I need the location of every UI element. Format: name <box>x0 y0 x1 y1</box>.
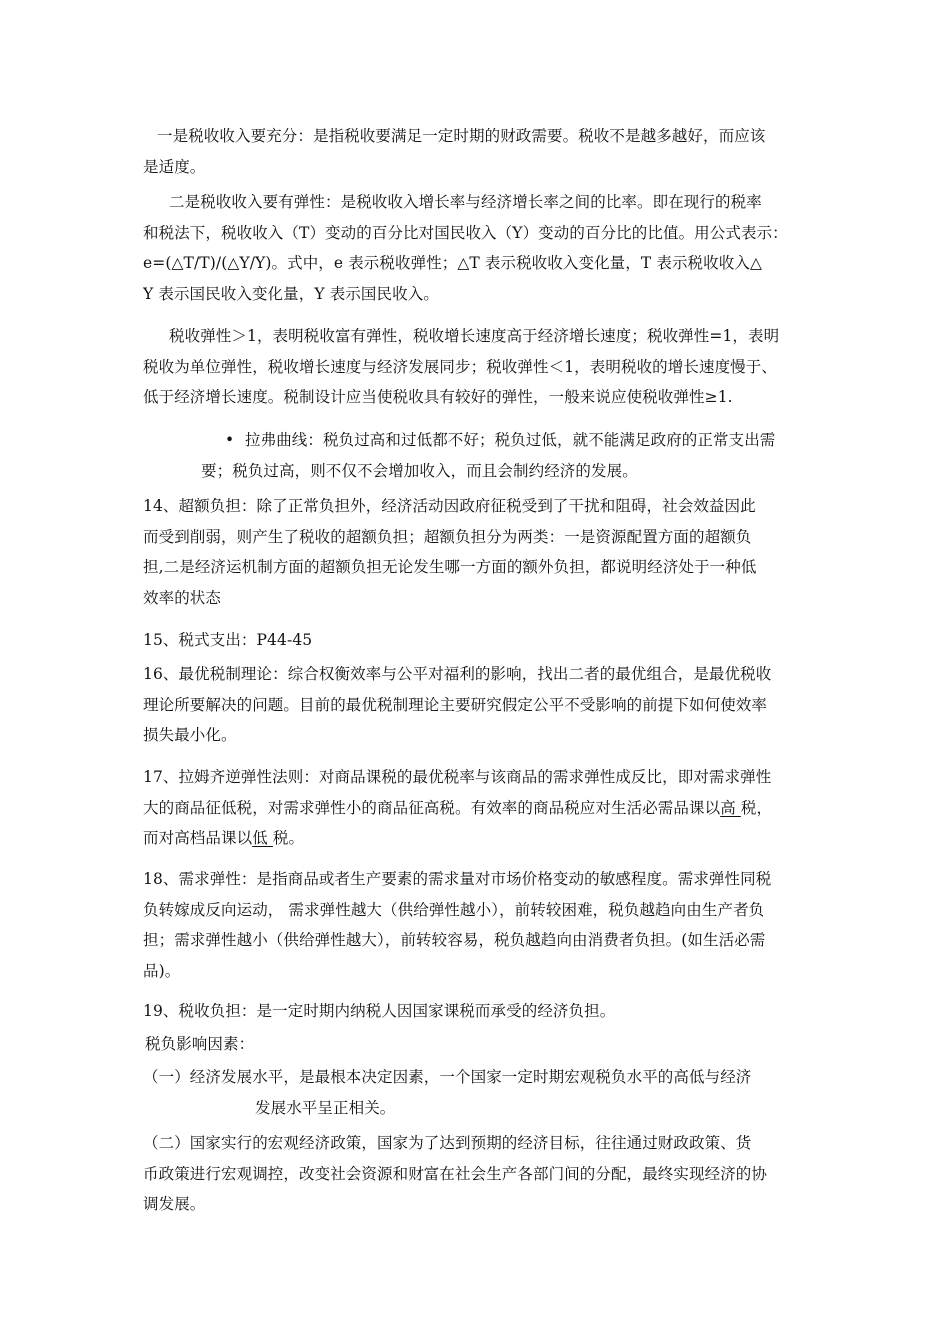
text-line: 币政策进行宏观调控，改变社会资源和财富在社会生产各部门间的分配，最终实现经济的协 <box>143 1164 768 1183</box>
item-16-optimal-tax-theory <box>143 659 813 751</box>
text-line: 18、需求弹性：是指商品或者生产要素的需求量对市场价格变动的敏感程度。需求弹性同税 <box>143 870 772 888</box>
text-line: 效率的状态 <box>143 588 222 607</box>
text-line: 要；税负过高，则不仅不会增加收入，而且会制约经济的发展。 <box>201 461 638 480</box>
text-line: 担；需求弹性越小（供给弹性越大），前转较容易，税负越趋向由消费者负担。(如生活必需 <box>143 931 766 949</box>
text-line <box>143 425 813 456</box>
text-segment: 税。 <box>272 829 305 847</box>
text-line: 低于经济增长速度。税制设计应当使税收具有较好的弹性，一般来说应使税收弹性≥1. <box>143 388 733 406</box>
underlined-answer: 低 <box>252 829 273 847</box>
text-line: e=(△T/T)/(△Y/Y)。式中，e 表示税收弹性；△T 表示税收收入变化量，T 表示税收收入△ <box>143 254 762 272</box>
text-line: （二）国家实行的宏观经济政策，国家为了达到预期的经济目标，往往通过财政政策、货 <box>143 1134 752 1152</box>
text-line: 担,二是经济运机制方面的超额负担无论发生哪一方面的额外负担，都说明经济处于一种低 <box>143 558 757 576</box>
text-line: 理论所要解决的问题。目前的最优税制理论主要研究假定公平不受影响的前提下如何使效率 <box>143 695 768 714</box>
text-line: Y 表示国民收入变化量，Y 表示国民收入。 <box>143 284 439 303</box>
heading-tax-burden-factors <box>143 1029 813 1060</box>
text-line: 16、最优税制理论：综合权衡效率与公平对福利的影响，找出二者的最优组合，是最优税收 <box>143 665 772 683</box>
underlined-answer: 高 <box>720 798 741 817</box>
text-line <box>143 793 813 824</box>
text-line: 二是税收收入要有弹性：是税收收入增长率与经济增长率之间的比率。即在现行的税率 <box>169 193 762 211</box>
item-18-demand-elasticity <box>143 864 813 986</box>
text-line: 17、拉姆齐逆弹性法则：对商品课税的最优税率与该商品的需求弹性成反比，即对需求弹性 <box>143 768 772 786</box>
text-line: 19、税收负担：是一定时期内纳税人因国家课税而承受的经济负担。 <box>143 1002 616 1020</box>
text-line <box>143 823 813 854</box>
text-line: 而受到削弱，则产生了税收的超额负担；超额负担分为两类：一是资源配置方面的超额负 <box>143 527 752 546</box>
text-line: 调发展。 <box>143 1195 206 1213</box>
item-14-excess-burden <box>143 491 813 613</box>
text-line: 损失最小化。 <box>143 726 237 744</box>
paragraph-tax-revenue-sufficient <box>143 121 813 182</box>
text-line: 14、超额负担：除了正常负担外，经济活动因政府征税受到了干扰和阻碍，社会效益因此 <box>143 497 756 515</box>
text-line: 税负影响因素： <box>145 1035 255 1053</box>
text-line: 15、税式支出：P44-45 <box>143 631 313 649</box>
paragraph-tax-elasticity-values <box>143 321 813 413</box>
text-line: 负转嫁成反向运动， 需求弹性越大（供给弹性越小），前转较困难，税负越趋向由生产者负 <box>143 900 765 919</box>
text-line: 是适度。 <box>143 157 206 176</box>
text-segment: 而对高档品课以 <box>143 829 253 847</box>
text-segment: 税， <box>740 798 773 817</box>
text-line: 和税法下，税收收入（T）变动的百分比对国民收入（Y）变动的百分比的比值。用公式表示： <box>143 223 788 242</box>
factor-1-economic-development <box>143 1062 813 1123</box>
item-19-tax-burden <box>143 996 813 1027</box>
item-15-tax-expenditure <box>143 625 813 656</box>
text-line: 税收弹性＞1，表明税收富有弹性，税收增长速度高于经济增长速度；税收弹性=1，表明 <box>169 327 780 345</box>
bullet-laffer-curve <box>143 425 813 486</box>
bullet-icon: • <box>225 431 235 449</box>
text-line: 发展水平呈正相关。 <box>255 1098 396 1117</box>
paragraph-tax-revenue-elastic <box>143 187 813 309</box>
text-line: 税收为单位弹性，税收增长速度与经济发展同步；税收弹性＜1，表明税收的增长速度慢于、 <box>143 357 777 376</box>
item-17-ramsey-rule <box>143 762 813 854</box>
bullet-text: 拉弗曲线：税负过高和过低都不好；税负过低，就不能满足政府的正常支出需 <box>245 431 776 449</box>
text-line: （一）经济发展水平，是最根本决定因素，一个国家一定时期宏观税负水平的高低与经济 <box>143 1068 752 1086</box>
factor-2-macro-policy <box>143 1128 813 1220</box>
text-segment: 大的商品征低税，对需求弹性小的商品征高税。有效率的商品税应对生活必需品课以 <box>143 798 721 817</box>
text-line: 品)。 <box>143 961 181 980</box>
text-line: 一是税收收入要充分：是指税收要满足一定时期的财政需要。税收不是越多越好，而应该 <box>157 127 766 145</box>
